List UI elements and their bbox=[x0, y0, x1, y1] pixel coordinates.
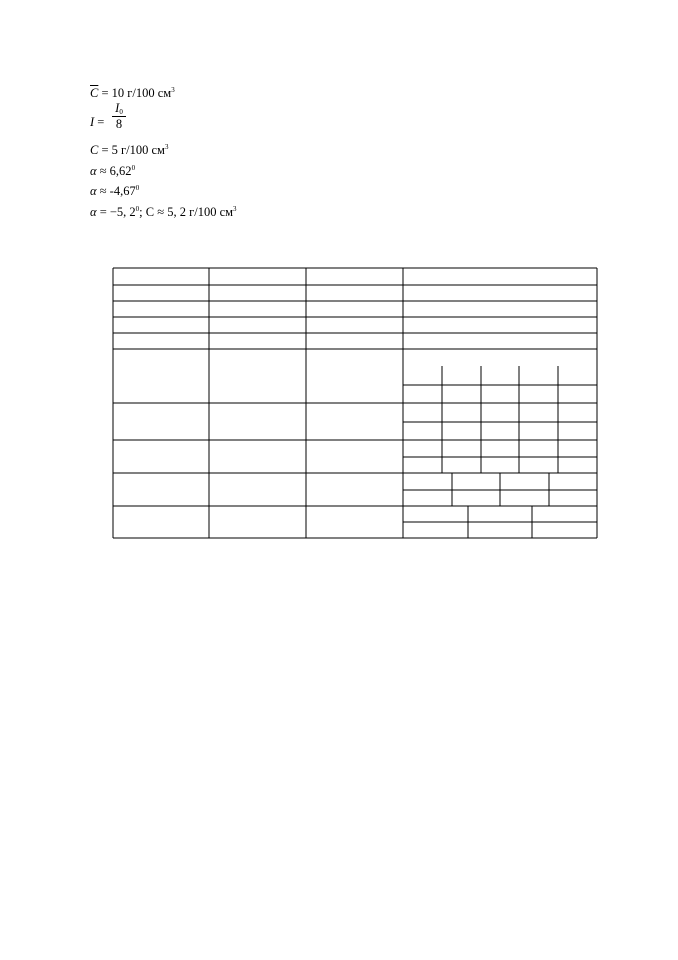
formula-superscript: 3 bbox=[233, 205, 237, 213]
formula-text: = bbox=[94, 115, 105, 129]
formula-superscript: 3 bbox=[164, 143, 169, 151]
formula-text: = −5, 2 bbox=[96, 205, 136, 219]
alpha-symbol: α bbox=[90, 164, 97, 178]
formula-superscript: 0 bbox=[135, 205, 140, 213]
mean-concentration-symbol: $\overline{C}$ bbox=[90, 86, 99, 100]
formula-superscript: 3 bbox=[171, 86, 175, 94]
fraction-numerator: $I_0$ bbox=[112, 101, 126, 117]
formula-text: ; C ≈ 5, 2 г/100 см bbox=[139, 205, 234, 219]
fraction-denominator: 8 bbox=[115, 117, 123, 131]
formula-text: = 5 г/100 см bbox=[98, 143, 165, 157]
formula-superscript: 0 bbox=[135, 184, 140, 192]
formula-superscript: 0 bbox=[131, 164, 136, 172]
formula-text: = 10 г/100 см bbox=[98, 86, 172, 100]
concentration-symbol: C bbox=[90, 143, 99, 157]
alpha-symbol: α bbox=[90, 205, 97, 219]
intensity-symbol: I bbox=[90, 115, 95, 129]
formula-text: ≈ 6,62 bbox=[96, 164, 132, 178]
formula-text: ≈ -4,67 bbox=[96, 184, 136, 198]
alpha-symbol: α bbox=[90, 184, 97, 198]
